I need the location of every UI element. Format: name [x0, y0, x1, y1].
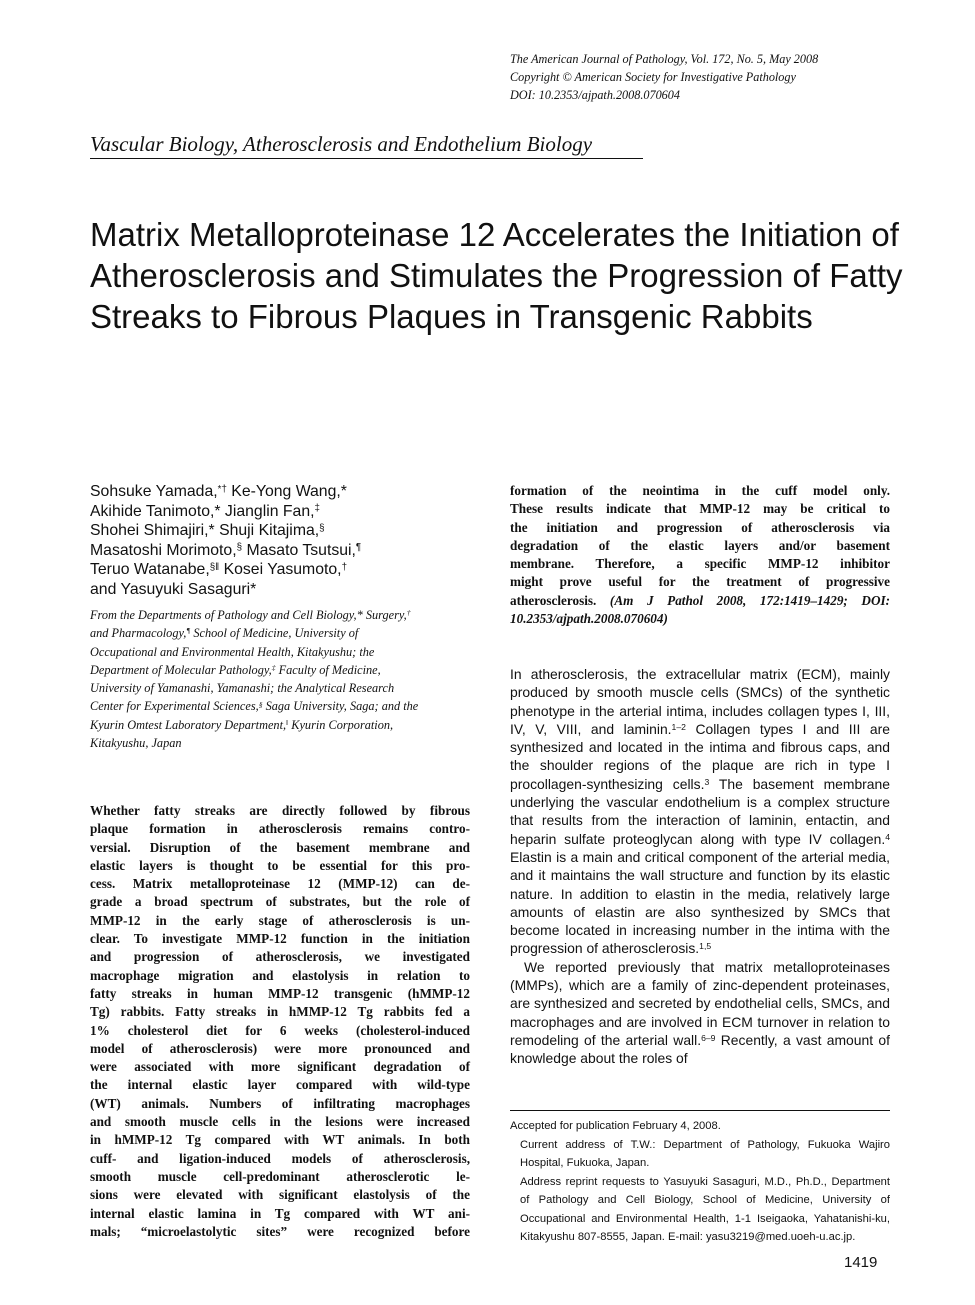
author-list — [90, 482, 470, 599]
abstract-line: internal elastic lamina in Tg compared with WT ani- — [90, 1205, 470, 1221]
abstract-line: were associated with more significant degradation of — [90, 1059, 470, 1075]
body-paragraph-2: We reported previously that matrix metalloproteinases (MMPs), which are a family of zinc-dependent proteinases, are synthesized and secreted by endothelial cells, SMCs, and macrophages and are involved in ECM turnover in relation to remodeling of the arterial wall.$^{6-9}$ Recently, a vast amount of knowledge about the roles of — [510, 958, 890, 1067]
abstract-line: cuff- and ligation-induced models of atherosclerosis, — [90, 1150, 470, 1166]
abstract-line: versial. Disruption of the basement membrane and — [90, 839, 470, 855]
abstract-line: Tg) rabbits. Fatty streaks in hMMP-12 Tg rabbits fed a — [90, 1004, 470, 1020]
abstract-line: and progression of atherosclerosis, we investigated — [90, 949, 470, 965]
abstract-line: These results indicate that MMP-12 may be critical to — [510, 501, 890, 517]
footnote-reprint: Address reprint requests to Yasuyuki Sasaguri, M.D., Ph.D., Department of Pathology and Cell Biology, School of Medicine, University of Occupational and Environmental Health, 1-1 Iseigaoka, Yahatanishi-ku, Kitakyushu 807-8555, Japan. E-mail: yasu3219@med.uoeh-u.ac.jp. — [520, 1175, 890, 1243]
abstract-line: model of atherosclerosis) were more pronounced and — [90, 1040, 470, 1056]
abstract-line: cess. Matrix metalloproteinase 12 (MMP-12) can de- — [90, 876, 470, 892]
article-body — [510, 665, 890, 1068]
abstract-line: fatty streaks in human MMP-12 transgenic (hMMP-12 — [90, 985, 470, 1001]
affiliation-line: Kyurin Omtest Laboratory Department,‖ Kyurin Corporation, — [90, 717, 394, 732]
abstract-line: grade a broad spectrum of substrates, but the role of — [90, 894, 470, 910]
abstract-line: might prove useful for the treatment of progressive — [510, 574, 890, 590]
abstract-line: (WT) animals. Numbers of infiltrating macrophages — [90, 1095, 470, 1111]
article-title: Matrix Metalloproteinase 12 Accelerates the Initiation of Atherosclerosis and Stimulates the Progression of Fatty Streaks to Fibrous Plaques in Transgenic Rabbits — [90, 216, 903, 335]
journal-citation: The American Journal of Pathology, Vol. 172, No. 5, May 2008 — [510, 52, 819, 66]
abstract-line: the internal elastic layer compared with wild-type — [90, 1077, 470, 1093]
journal-doi: DOI: 10.2353/ajpath.2008.070604 — [510, 88, 680, 102]
body-paragraph-1: In atherosclerosis, the extracellular matrix (ECM), mainly produced by smooth muscle cells (SMCs) of the synthetic phenotype in the arterial intima, includes collagen types I, III, IV, V, VIII, and laminin.$^{1-2}$ Collagen types I and III are synthesized and located in the intima and fibrous caps, and the shoulder regions of the plaque are rich in type I procollagen-synthesizing cells.$^3$ The basement membrane underlying the vascular endothelium is a complex structure that results from the interaction of laminin, entactin, and heparin sulfate proteoglycan along with type IV collagen.$^4$ Elastin is a main and critical component of the arterial media, and it maintains the wall structure and function by its elastic nature. In addition to elastin in the media, relatively large amounts of elastin are also synthesized by SMCs that become located in increasing number in the intima with the progression of atherosclerosis.$^{1,5}$ — [510, 666, 890, 957]
author-line: Akihide Tanimoto,* Jianglin Fan,‡ — [90, 502, 320, 520]
footnote-current-address: Current address of T.W.: Department of Pathology, Fukuoka Wajiro Hospital, Fukuoka, Japan. — [520, 1138, 890, 1169]
abstract-part-1 — [90, 802, 470, 1241]
author-line: Sohsuke Yamada,*† Ke-Yong Wang,* — [90, 483, 347, 500]
abstract-line: elastic layers is thought to be essential for this pro- — [90, 857, 470, 873]
abstract-part-2 — [510, 482, 890, 628]
affiliation-line: Center for Experimental Sciences,§ Saga University, Saga; and the — [90, 699, 419, 714]
page-number: 1419 — [844, 1254, 878, 1271]
journal-copyright: Copyright © American Society for Investigative Pathology — [510, 70, 796, 84]
affiliation-line: From the Departments of Pathology and Cell Biology,* Surgery,† — [90, 608, 411, 622]
abstract-line: 10.2353/ajpath.2008.070604) — [510, 611, 668, 627]
abstract-line: degradation of the elastic layers and/or basement — [510, 537, 890, 553]
abstract-line: sions were elevated with significant elastolysis of the — [90, 1187, 470, 1203]
abstract-line: macrophage migration and elastolysis in relation to — [90, 967, 470, 983]
abstract-line: clear. To investigate MMP-12 function in the initiation — [90, 931, 470, 947]
abstract-line: in hMMP-12 Tg compared with WT animals. In both — [90, 1132, 470, 1148]
abstract-line: membrane. Therefore, a specific MMP-12 inhibitor — [510, 556, 890, 572]
abstract-line: mals; “microelastolytic sites” were recognized before — [90, 1223, 470, 1239]
author-line: Masatoshi Morimoto,§ Masato Tsutsui,¶ — [90, 541, 362, 559]
abstract-line: and smooth muscle cells in the lesions were increased — [90, 1114, 470, 1130]
affiliations — [90, 606, 470, 752]
affiliation-line: Department of Molecular Pathology,‡ Faculty of Medicine, — [90, 662, 381, 677]
affiliation-line: University of Yamanashi, Yamanashi; the Analytical Research — [90, 681, 395, 696]
affiliation-line: Occupational and Environmental Health, Kitakyushu; the — [90, 644, 375, 659]
abstract-line: the initiation and progression of atherosclerosis via — [510, 519, 890, 535]
author-line: and Yasuyuki Sasaguri* — [90, 580, 257, 598]
abstract-line: formation of the neointima in the cuff model only. — [510, 483, 890, 498]
section-heading: Vascular Biology, Atherosclerosis and Endothelium Biology — [90, 132, 593, 156]
footnote-rule — [510, 1110, 890, 1111]
affiliation-line: and Pharmacology,¶ School of Medicine, University of — [90, 626, 359, 641]
author-line: Teruo Watanabe,§‖ Kosei Yasumoto,† — [90, 561, 348, 578]
author-line: Shohei Shimajiri,* Shuji Kitajima,§ — [90, 522, 325, 539]
section-rule — [90, 158, 643, 159]
journal-header — [510, 50, 910, 104]
abstract-line: Whether fatty streaks are directly followed by fibrous — [90, 803, 470, 818]
abstract-line: 1% cholesterol diet for 6 weeks (cholesterol-induced — [90, 1022, 470, 1038]
affiliation-line: Kitakyushu, Japan — [90, 736, 182, 751]
footnote-accepted: Accepted for publication February 4, 2008. — [510, 1120, 721, 1132]
abstract-line: atherosclerosis. (Am J Pathol 2008, 172:1419–1429; DOI: — [510, 592, 890, 608]
abstract-line: plaque formation in atherosclerosis remains contro- — [90, 821, 470, 837]
footnotes — [510, 1117, 890, 1247]
abstract-line: MMP-12 in the early stage of atherosclerosis is un- — [90, 912, 470, 928]
abstract-line: smooth muscle cell-predominant atherosclerotic le- — [90, 1168, 470, 1184]
